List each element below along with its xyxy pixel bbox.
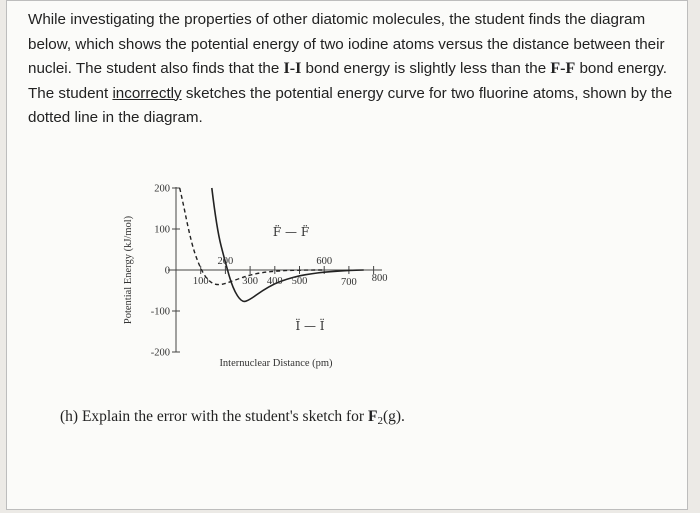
ii-bond: I-I (283, 60, 302, 77)
question-subscript: 2 (377, 415, 383, 427)
y-tick-label: 200 (154, 183, 170, 195)
x-tick-label: 300 (242, 276, 258, 287)
y-tick-label: 0 (164, 265, 170, 277)
question-h (60, 408, 405, 427)
x-tick-label: 100 (192, 276, 209, 287)
intro-text-4: sketches the potential energy curve for two fluorine atoms, shown by the dotted line in the diagram. (28, 84, 673, 126)
y-tick-label: -200 (150, 347, 170, 359)
y-tick-label: -100 (150, 306, 170, 318)
ii-molecule-label: Ï — Ï (295, 319, 325, 333)
question-state: (g) (382, 408, 402, 425)
question-prefix: (h) Explain the error with the student's sketch for (60, 408, 368, 425)
intro-text-2: bond energy is slightly less than the (301, 60, 551, 77)
y-tick-label: 100 (154, 224, 170, 236)
ff-bond: F-F (550, 60, 576, 77)
y-axis-label: Potential Energy (kJ/mol) (123, 215, 134, 325)
intro-text-1: While investigating the properties of other diatomic molecules, the student finds the diagram below, which shows the potential energy of two iodine atoms versus the distance between their nuclei. The student also finds that the (28, 11, 665, 77)
x-tick-label: 600 (316, 256, 333, 267)
x-tick-label: 700 (341, 277, 357, 288)
x-tick-label: 800 (371, 273, 388, 284)
question-suffix: . (401, 408, 405, 425)
chart-labels (123, 184, 387, 370)
x-tick-label: 400 (266, 276, 283, 287)
x-tick-label: 500 (291, 276, 308, 287)
question-formula: F (367, 408, 378, 425)
x-tick-label: 200 (217, 256, 234, 267)
ff-molecule-label: F̈ — F̈ (272, 225, 310, 239)
chart-axes (168, 187, 382, 352)
incorrectly-underlined: incorrectly (112, 84, 182, 102)
intro-text-3: bond energy. The student (28, 60, 668, 102)
x-axis-label: Internuclear Distance (pm) (219, 358, 333, 369)
